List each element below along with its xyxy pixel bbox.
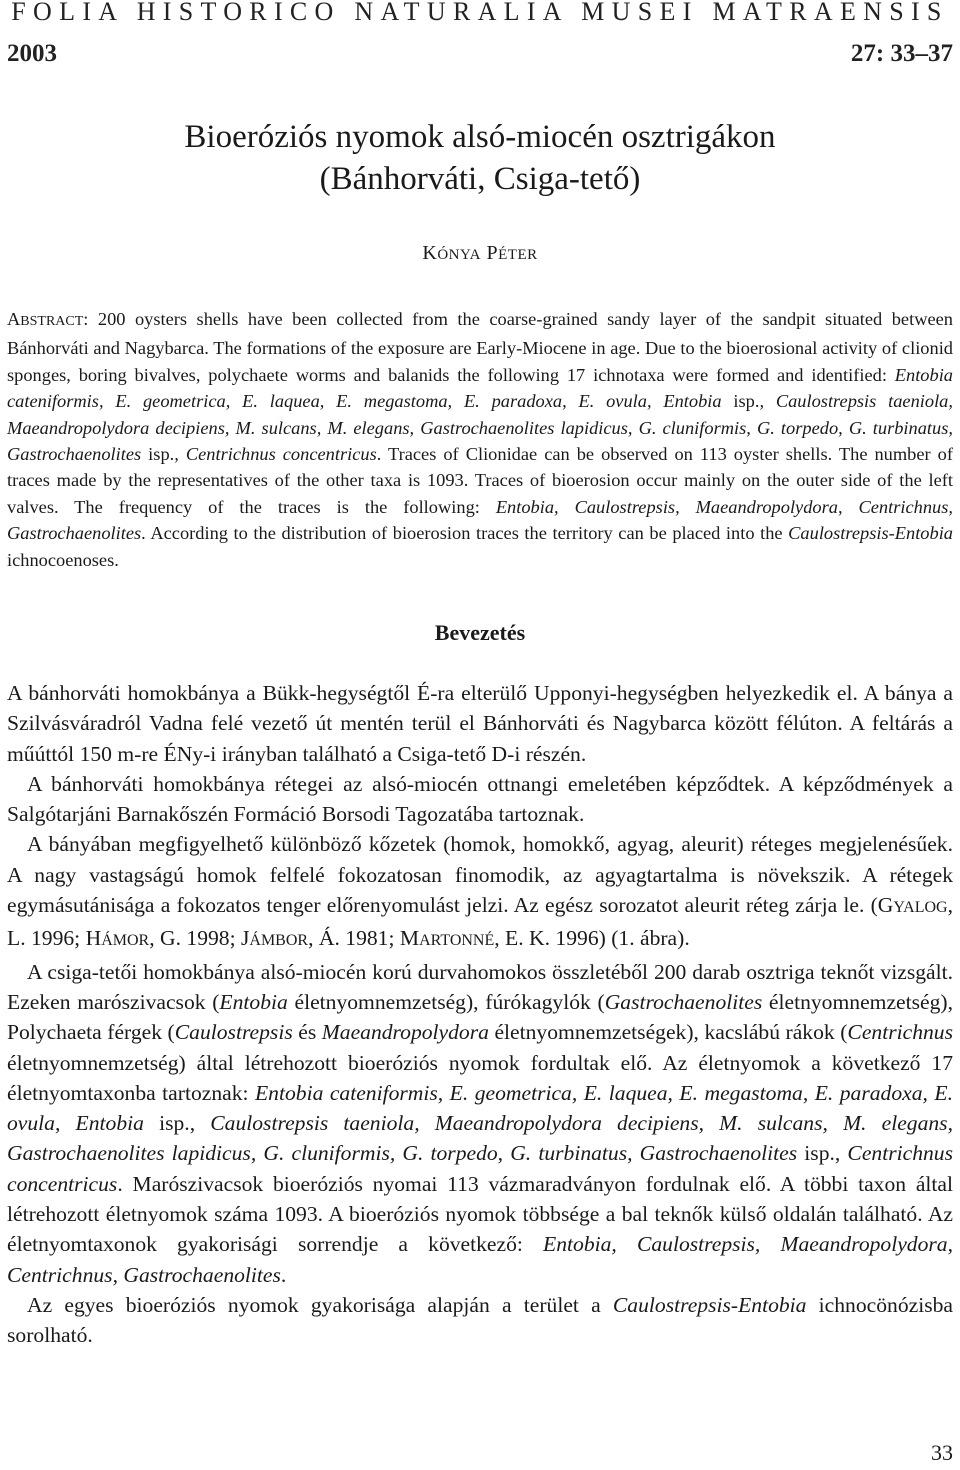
abstract-frequency-taxa: Entobia, Caulostrepsis, Maeandropolydora, Centrichnus, Gastrochaenolites [7,496,953,544]
citation-jambor: JÁMBOR, Á. 1981; [240,926,400,951]
abstract-community: Caulostrepsis-Entobia [788,523,953,544]
paragraph-4: A csiga-tetői homokbánya alsó-miocén korú durvahomokos összletéből 200 darab osztriga teknőt vizsgált. Ezeken marószivacsok (Entobia életnyomnemzetség), fúrókagylók (Gastrochaenolites életnyomnemzetség), Polychaeta férgek (Caulostrepsis és Maeandropolydora életnyomnemzetségek), kacslábú rákok (Centrichnus életnyomnemzetség) által létrehozott bioeróziós nyomok fordultak elő. Az életnyomok a következő 17 életnyomtaxonba tartoznak: Entobia cateniformis, E. geometrica, E. laquea, E. megastoma, E. paradoxa, E. ovula, Entobia isp., Caulostrepsis taeniola, Maeandropolydora decipiens, M. sulcans, M. elegans, Gastrochaenolites lapidicus, G. cluniformis, G. torpedo, G. turbinatus, Gastrochaenolites isp., Centrichnus concentricus. Marószivacsok bioeróziós nyomai 113 vázmaradványon fordulnak elő. A többi taxon által létrehozott életnyomok száma 1093. A bioeróziós nyomok többsége a bal teknők külső oldalán található. Az életnyomtaxonok gyakorisági sorrendje a következő: Entobia, Caulostrepsis, Maeandropolydora, Centrichnus, Gastrochaenolites. [7,959,953,1287]
volume-pages: 27: 33–37 [850,40,953,67]
title-line-1: Bioeróziós nyomok alsó-miocén osztrigákon [184,119,776,155]
title-line-2: (Bánhorváti, Csiga-tető) [319,161,641,197]
paper-page [7,0,953,1470]
section-body [7,678,953,1351]
paragraph-1: A bánhorváti homokbánya a Bükk-hegységtől É-ra elterülő Upponyi-hegységben helyezkedik el. A bánya a Szilvásváradról Vadna felé vezető út mentén terül el Bánhorváti és Nagybarca között félúton. A feltárás a műúttól 150 m-re ÉNy-i irányban található a Csiga-tető D-i részén. [7,681,953,766]
article-title [7,116,953,200]
page-number: 33 [931,1440,953,1465]
citation-hamor: HÁMOR, G. 1998; [85,926,241,951]
paragraph-3: A bányában megfigyelhető különböző kőzetek (homok, homokkő, agyag, aleurit) réteges megjelenésűek. A nagy vastagságú homok felfelé fokozatosan finomodik, az agyagtartalma is növekszik. A rétegek egymásutánisága a fokozatos tenger előrenyomulást jelzi. Az egész sorozatot aleurit réteg zárja le. (GYALOG, L. 1996; HÁMOR, G. 1998; JÁMBOR, Á. 1981; MARTONNÉ, E. K. 1996) (1. ábra). [7,832,953,951]
author-given-initial: P [486,242,499,264]
abstract: ABSTRACT: 200 oysters shells have been collected from the coarse-grained sandy layer of the sandpit situated between Bánhorváti and Nagybarca. The formations of the exposure are Early-Miocene in age. Due to the bioerosional activity of clionid sponges, boring bivalves, polychaete worms and balanids the following 17 ichnotaxa were formed and identified: Entobia cateniformis, E. geometrica, E. laquea, E. megastoma, E. paradoxa, E. ovula, Entobia isp., Caulostrepsis taeniola, Maeandropolydora decipiens, M. sulcans, M. elegans, Gastrochaenolites lapidicus, G. cluniformis, G. torpedo, G. turbinatus, Gastrochaenolites isp., Centrichnus concentricus. Traces of Clionidae can be observed on 113 oyster shells. The number of traces made by the representatives of the other taxa is 1093. Traces of bioerosion occur mainly on the outer side of the left valves. The frequency of the traces is the following: Entobia, Caulostrepsis, Maeandropolydora, Centrichnus, Gastrochaenolites. According to the distribution of bioerosion traces the territory can be placed into the Caulostrepsis-Entobia ichnocoenoses. [7,309,953,570]
abstract-text: 200 oysters shells have been collected from the coarse-grained sandy layer of the sandpit situated between Bánhorváti and Nagybarca. The formations of the exposure are Early-Miocene in age. Due to the bioerosional activity of clionid sponges, boring bivalves, polychaete worms and balanids the following 17 ichnotaxa were formed and identified: [7,309,953,385]
paragraph-5: Az egyes bioeróziós nyomok gyakorisága alapján a terület a Caulostrepsis-Entobia ichnocönózisba sorolható. [7,1292,953,1348]
journal-name: FOLIA HISTORICO NATURALIA MUSEI MATRAENSIS [11,0,949,26]
author-given-rest: ÉTER [498,247,538,263]
abstract-label: ABSTRACT: [7,309,89,329]
publication-year: 2003 [7,40,57,67]
abstract-taxa: Entobia cateniformis, E. geometrica, E. laquea, E. megastoma, E. paradoxa, E. ovula, Entobia [7,364,953,412]
paragraph-2: A bánhorváti homokbánya rétegei az alsó-miocén ottnangi emeletében képződtek. A képződmények a Salgótarjáni Barnakőszén Formáció Borsodi Tagozatába tartoznak. [7,771,953,827]
author-name [7,242,953,265]
citation-martonne: MARTONNÉ, E. K. 1996) (1. ábra). [399,926,690,951]
section-heading: Bevezetés [434,620,526,645]
citation-gyalog: GYALOG, L. 1996; [7,893,953,951]
author-family-initial: K [422,242,438,264]
author-family-rest: ÓNYA [437,247,481,263]
